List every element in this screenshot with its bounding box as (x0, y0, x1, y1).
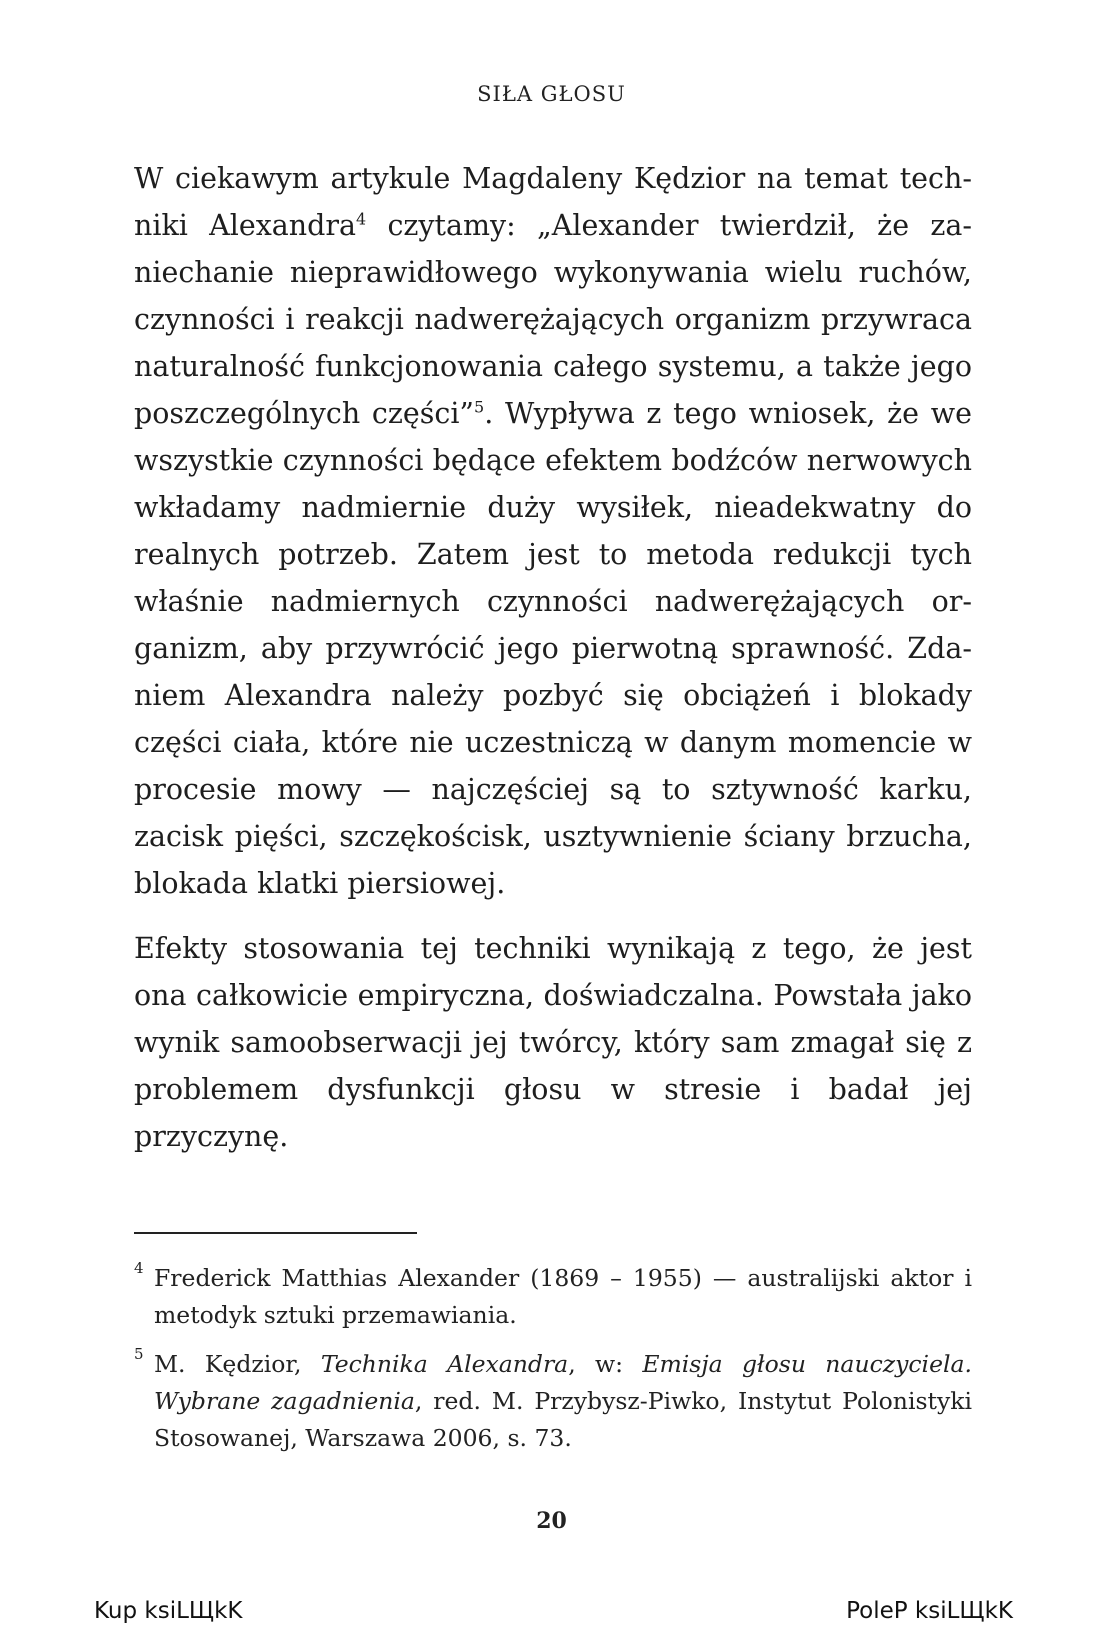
recommend-book-link[interactable]: PoleP ksiLЩkK (846, 1598, 1013, 1624)
footnote-5-text-1: M. Kędzior, (154, 1350, 321, 1378)
page-number: 20 (536, 1508, 567, 1534)
footnote-5-text-2: , w: (568, 1350, 643, 1378)
footnote-ref-4: 4 (355, 209, 367, 229)
footnote-5-mark: 5 (134, 1345, 144, 1363)
footnote-5-title: Technika Alexandra (320, 1350, 569, 1378)
main-text (134, 155, 972, 1160)
footnote-5-text-3: , red. M. Przybysz-Piwko, Instytut Polonistyki Stosowanej, Warszawa 2006, s. 73. (154, 1387, 972, 1452)
running-head: SIŁA GŁOSU (477, 82, 626, 106)
buy-book-link[interactable]: Kup ksiLЩkK (94, 1598, 243, 1624)
footnote-5 (134, 1346, 972, 1457)
footnote-separator (134, 1232, 417, 1234)
paragraph-1-part-a: W ciekawym artykule Magdaleny Kędzior na temat techniki Alexandra (134, 162, 972, 242)
footnote-4-text: Frederick Matthias Alexander (1869 – 1955) — australijski aktor i metodyk sztuki przemawiania. (154, 1264, 972, 1329)
footnote-4-mark: 4 (134, 1259, 144, 1277)
footnote-4 (134, 1260, 972, 1334)
footnotes (134, 1260, 972, 1457)
paragraph-2: Efekty stosowania tej techniki wynikają z tego, że jest ona całkowicie empiryczna, doświadczalna. Powstała jako wynik samoobserwacji jej twórcy, który sam zmagał się z problemem dysfunkcji głosu w stresie i badał jej przyczynę. (134, 932, 972, 1153)
paragraph-1 (134, 155, 972, 907)
footnote-5-book-title: Emisja głosu nauczyciela. Wybrane zagadnienia (154, 1350, 972, 1415)
paragraph-1-part-c: . Wypływa z tego wniosek, że we wszystkie czynności będące efektem bodźców nerwowych wkładamy nadmiernie duży wysiłek, nieadekwatny do realnych potrzeb. Zatem jest to metoda redukcji tych właśnie nadmiernych czynności nadwerężających organizm, aby przywrócić jego pierwotną sprawność. Zdaniem Alexandra należy pozbyć się obciążeń i blokady części ciała, które nie uczestniczą w danym momencie w procesie mowy — najczęściej są to sztywność karku, zacisk pięści, szczękościsk, usztywnienie ściany brzucha, blokada klatki piersiowej. (134, 397, 972, 900)
footnote-ref-5: 5 (474, 397, 485, 417)
paragraph-1-part-b: czytamy: „Alexander twierdził, że zaniechanie nieprawidłowego wykonywania wielu ruchów, czynności i reakcji nadwerężających organizm przywraca naturalność funkcjonowania całego systemu, a także jego poszczególnych części” (134, 209, 972, 430)
